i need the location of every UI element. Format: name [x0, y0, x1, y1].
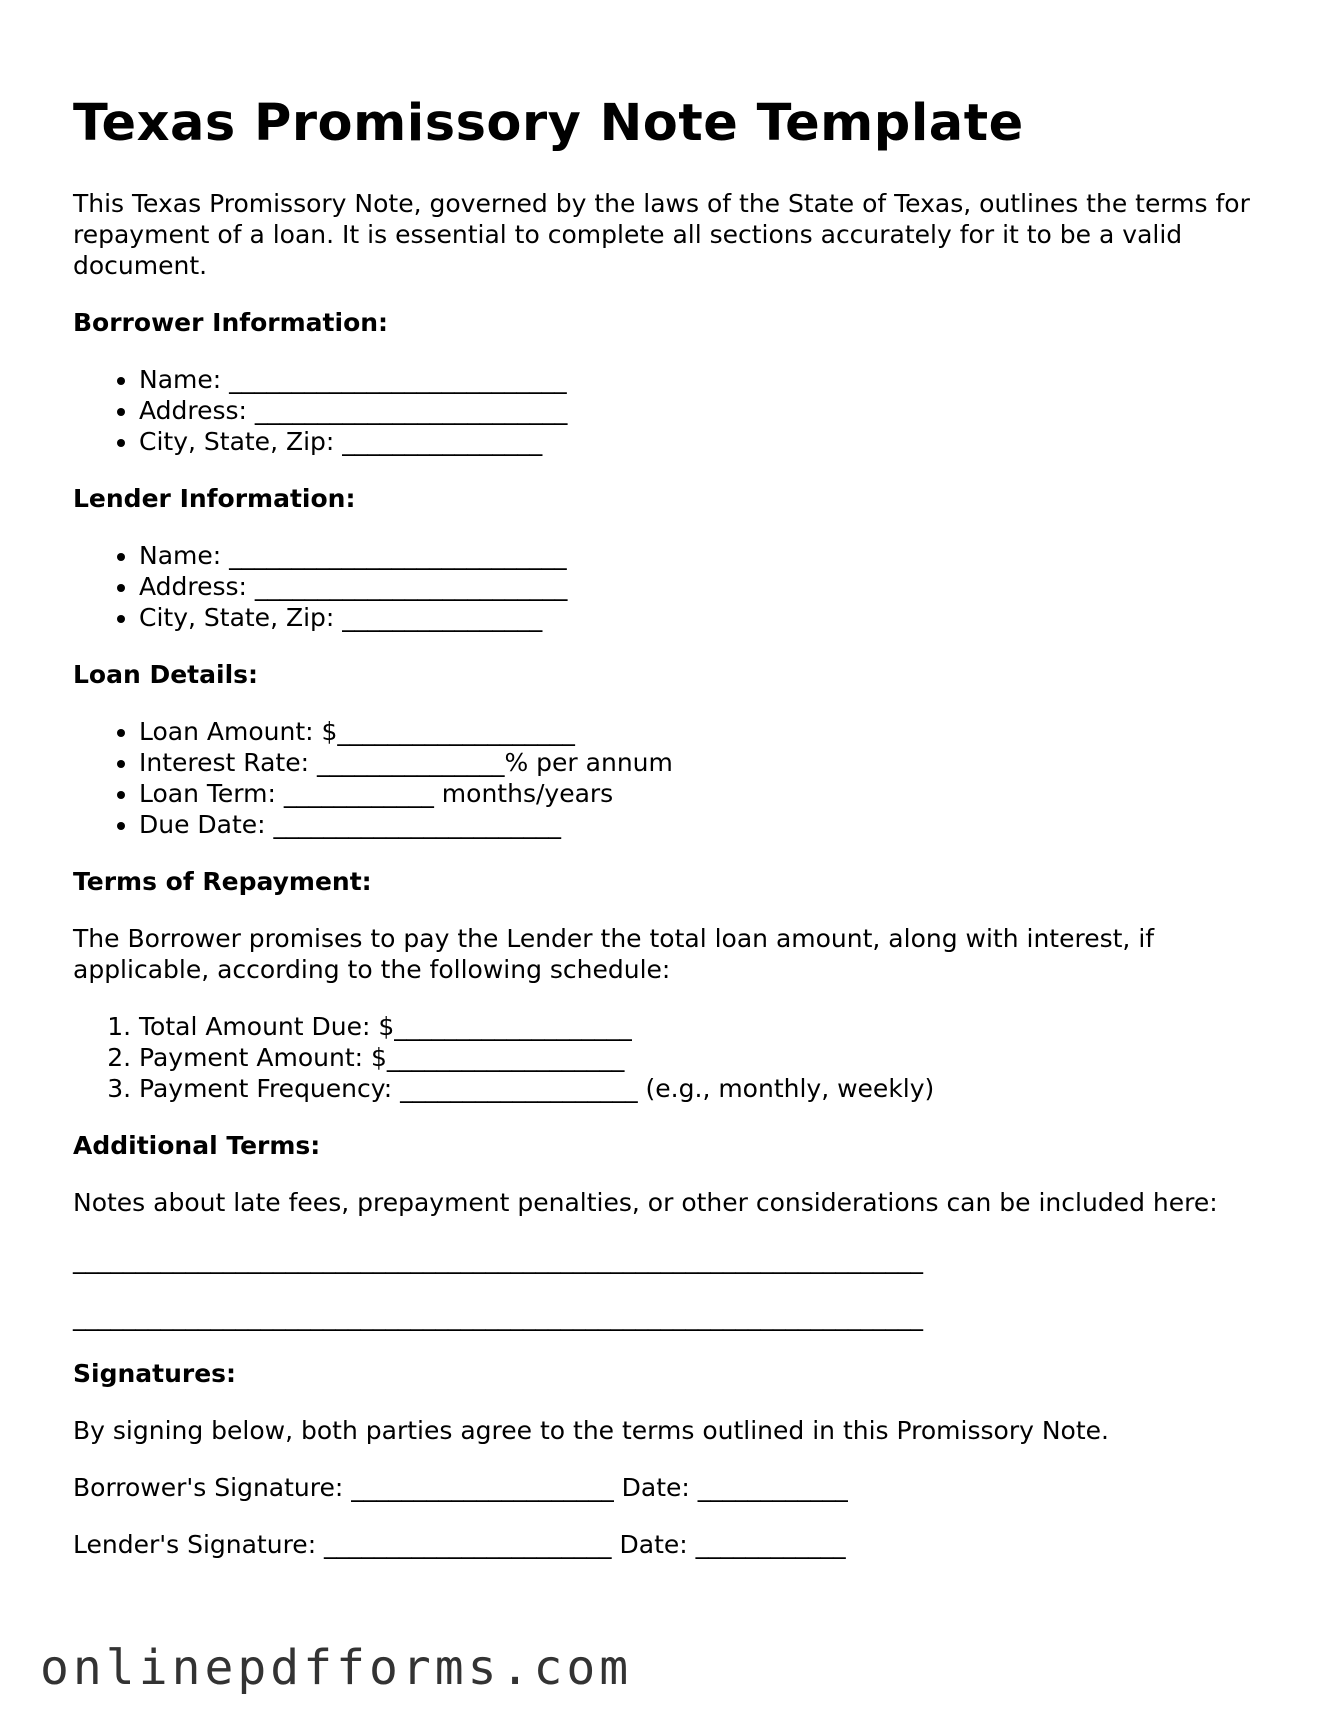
watermark: onlinepdfforms.com — [40, 1640, 633, 1696]
additional-heading: Additional Terms: — [73, 1131, 321, 1160]
payment-frequency-field[interactable]: 3. Payment Frequency: ___________________ (e.g., monthly, weekly) — [139, 1073, 1273, 1104]
document-page — [73, 92, 1273, 1560]
additional-line-2[interactable]: ____________________________________________________________________ — [73, 1302, 923, 1331]
intro-paragraph: This Texas Promissory Note, governed by the laws of the State of Texas, outlines the terms for repayment of a loan. It is essential to complete all sections accurately for it to be a valid document. — [73, 189, 1250, 280]
signatures-text: By signing below, both parties agree to the terms outlined in this Promissory Note. — [73, 1416, 1109, 1445]
additional-line-1[interactable]: ____________________________________________________________________ — [73, 1245, 923, 1274]
page-title: Texas Promissory Note Template — [73, 94, 1024, 153]
lender-list — [73, 540, 1273, 633]
borrower-signature-row[interactable]: Borrower's Signature: _____________________ Date: ____________ — [73, 1473, 848, 1502]
loan-list — [73, 716, 1273, 840]
borrower-address-field[interactable]: • Address: _________________________ — [139, 395, 1273, 426]
additional-text: Notes about late fees, prepayment penalties, or other considerations can be included here: — [73, 1188, 1218, 1217]
lender-signature-row[interactable]: Lender's Signature: _______________________ Date: ____________ — [73, 1530, 846, 1559]
loan-term-field[interactable]: • Loan Term: ____________ months/years — [139, 778, 1273, 809]
borrower-city-field[interactable]: • City, State, Zip: ________________ — [139, 426, 1273, 457]
borrower-heading: Borrower Information: — [73, 308, 389, 337]
signatures-heading: Signatures: — [73, 1359, 237, 1388]
due-date-field[interactable]: • Due Date: _______________________ — [139, 809, 1273, 840]
interest-rate-field[interactable]: • Interest Rate: _______________% per annum — [139, 747, 1273, 778]
repayment-text: The Borrower promises to pay the Lender the total loan amount, along with interest, if applicable, according to the following schedule: — [73, 924, 1155, 984]
lender-city-field[interactable]: • City, State, Zip: ________________ — [139, 602, 1273, 633]
lender-name-field[interactable]: • Name: ___________________________ — [139, 540, 1273, 571]
repayment-heading: Terms of Repayment: — [73, 867, 372, 896]
loan-amount-field[interactable]: • Loan Amount: $___________________ — [139, 716, 1273, 747]
lender-address-field[interactable]: • Address: _________________________ — [139, 571, 1273, 602]
loan-heading: Loan Details: — [73, 660, 259, 689]
payment-amount-field[interactable]: 2. Payment Amount: $___________________ — [139, 1042, 1273, 1073]
repayment-list — [73, 1011, 1273, 1104]
borrower-name-field[interactable]: • Name: ___________________________ — [139, 364, 1273, 395]
borrower-list — [73, 364, 1273, 457]
lender-heading: Lender Information: — [73, 484, 356, 513]
total-amount-field[interactable]: 1. Total Amount Due: $___________________ — [139, 1011, 1273, 1042]
